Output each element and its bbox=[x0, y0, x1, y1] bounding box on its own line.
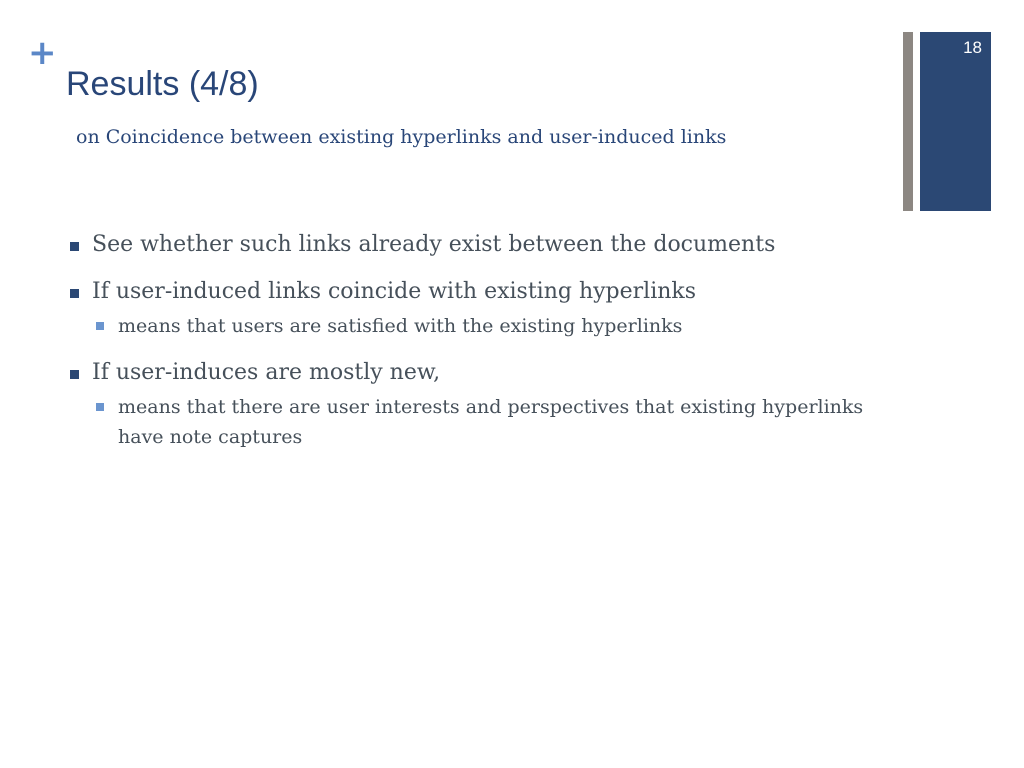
square-bullet-icon bbox=[70, 289, 79, 298]
sub-bullet-text: means that there are user interests and perspectives that existing hyperlinks have note captures bbox=[118, 396, 864, 448]
decorative-gray-bar bbox=[903, 32, 913, 211]
bullet-item bbox=[66, 230, 896, 260]
bullet-list bbox=[66, 230, 896, 452]
slide-title: Results (4/8) bbox=[66, 65, 259, 103]
plus-icon: + bbox=[28, 33, 57, 73]
bullet-item bbox=[66, 358, 896, 388]
slide-number: 18 bbox=[963, 38, 982, 57]
bullet-text: If user-induced links coincide with existing hyperlinks bbox=[92, 279, 697, 304]
square-bullet-icon bbox=[70, 370, 79, 379]
sub-bullet-item bbox=[66, 392, 896, 452]
square-bullet-icon bbox=[96, 322, 104, 330]
square-bullet-icon bbox=[70, 242, 79, 251]
bullet-text: If user-induces are mostly new, bbox=[92, 360, 441, 385]
subtitle-prefix: on bbox=[76, 126, 100, 148]
square-bullet-icon bbox=[96, 403, 104, 411]
bullet-text: See whether such links already exist between the documents bbox=[92, 232, 776, 257]
sub-bullet-text: means that users are satisfied with the existing hyperlinks bbox=[118, 315, 683, 337]
subtitle-text: Coincidence between existing hyperlinks and user-induced links bbox=[105, 126, 727, 148]
bullet-item bbox=[66, 277, 896, 307]
sub-bullet-item bbox=[66, 311, 896, 341]
decorative-blue-box bbox=[920, 32, 991, 211]
slide-subtitle bbox=[76, 124, 726, 150]
